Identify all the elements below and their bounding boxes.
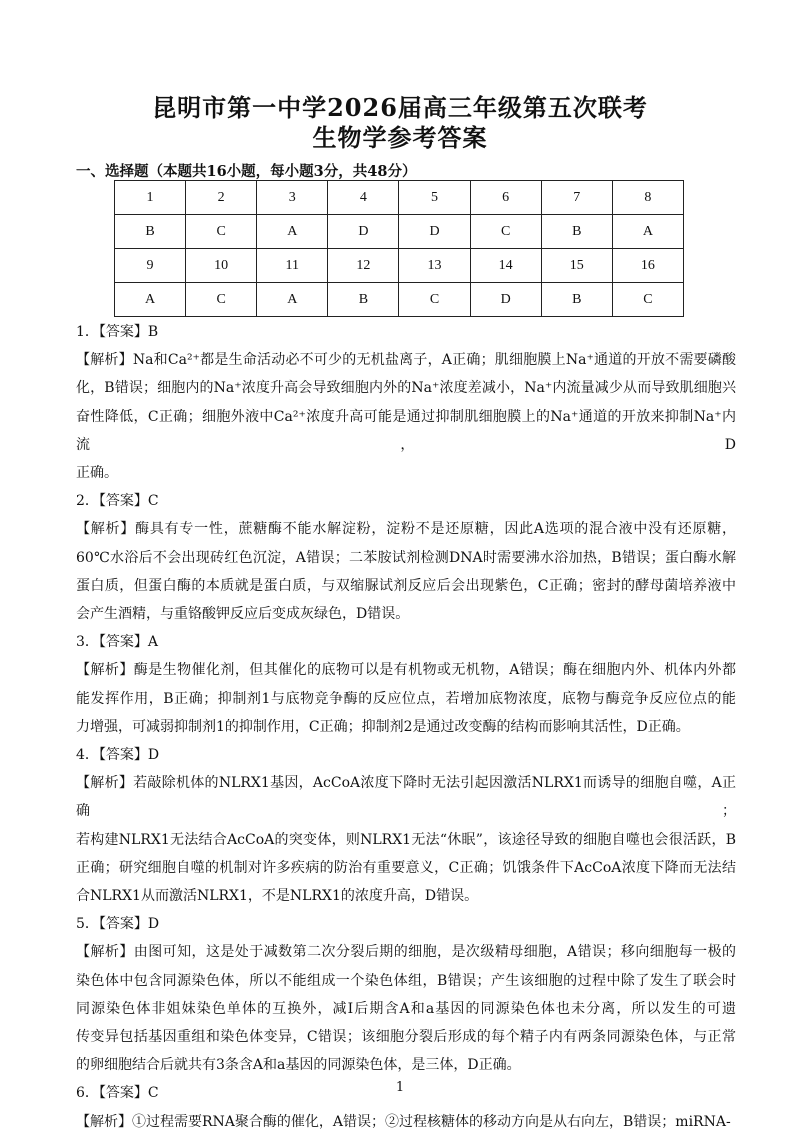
- explanation-line: 【解析】若敲除机体的NLRX1基因，AcCoA浓度下降时无法引起因激活NLRX1而诱导的细胞自噬，A正确；: [76, 775, 736, 820]
- table-cell: 16: [612, 249, 683, 283]
- table-row: [115, 215, 684, 249]
- answer-heading: 6．【答案】C: [76, 1085, 159, 1102]
- table-cell: D: [328, 215, 399, 249]
- explanation-line: 能发挥作用，B正确；抑制剂1与底物竞争酶的反应位点，若增加底物浓度，底物与酶竞争反应位点的能: [76, 690, 736, 707]
- explanation-line: 【解析】①过程需要RNA聚合酶的催化，A错误；②过程核糖体的移动方向是从右向左，B错误；miRNA-: [76, 1113, 731, 1130]
- explanation-line: 蛋白质，但蛋白酶的本质就是蛋白质，与双缩脲试剂反应后会出现紫色，C正确；密封的酵母菌培养液中: [76, 577, 736, 594]
- explanation-line: 【解析】由图可知，这是处于减数第二次分裂后期的细胞，是次级精母细胞，A错误；移向细胞每一极的: [76, 944, 736, 961]
- table-cell: A: [115, 283, 186, 317]
- explanation-line: 60℃水浴后不会出现砖红色沉淀，A错误；二苯胺试剂检测DNA时需要沸水浴加热，B错误；蛋白酶水解: [76, 549, 736, 566]
- table-cell: C: [186, 215, 257, 249]
- table-cell: C: [186, 283, 257, 317]
- answer-heading: 5．【答案】D: [76, 916, 160, 933]
- table-cell: C: [612, 283, 683, 317]
- table-cell: B: [115, 215, 186, 249]
- explanation-line: 正确；研究细胞自噬的机制对许多疾病的防治有重要意义，C正确；饥饿条件下AcCoA浓度下降而无法结: [76, 859, 736, 876]
- table-cell: 12: [328, 249, 399, 283]
- answer-heading: 4．【答案】D: [76, 747, 160, 764]
- table-cell: 8: [612, 181, 683, 215]
- table-cell: 7: [541, 181, 612, 215]
- table-cell: 13: [399, 249, 470, 283]
- explanation-line: 合NLRX1从而激活NLRX1，不是NLRX1的浓度升高，D错误。: [76, 888, 479, 905]
- table-cell: C: [399, 283, 470, 317]
- explanation-line: 传变异包括基因重组和染色体变异，C错误；该细胞分裂后形成的每个精子内有两条同源染色体，与正常: [76, 1029, 736, 1046]
- explanation-line: 【解析】Na和Ca²⁺都是生命活动必不可少的无机盐离子，A正确；肌细胞膜上Na⁺通道的开放不需要磷酸: [76, 352, 736, 369]
- table-cell: C: [470, 215, 541, 249]
- explanation-line: 力增强，可减弱抑制剂1的抑制作用，C正确；抑制剂2是通过改变酶的结构而影响其活性，D正确。: [76, 718, 690, 735]
- table-cell: 11: [257, 249, 328, 283]
- table-cell: 9: [115, 249, 186, 283]
- table-cell: B: [541, 215, 612, 249]
- answer-heading: 2．【答案】C: [76, 493, 159, 510]
- table-cell: 6: [470, 181, 541, 215]
- answer-table: [114, 180, 684, 317]
- page-number: 1: [395, 1080, 405, 1095]
- table-cell: 15: [541, 249, 612, 283]
- table-cell: D: [399, 215, 470, 249]
- table-cell: 5: [399, 181, 470, 215]
- table-cell: A: [612, 215, 683, 249]
- table-cell: 14: [470, 249, 541, 283]
- explanation-line: 正确。: [76, 465, 118, 482]
- answer-heading: 3．【答案】A: [76, 634, 159, 651]
- document-title: 昆明市第一中学2026届高三年级第五次联考: [152, 93, 648, 122]
- table-cell: A: [257, 215, 328, 249]
- explanation-line: 的卵细胞结合后就共有3条含A和a基因的同源染色体，是三体，D正确。: [76, 1057, 521, 1074]
- table-cell: 10: [186, 249, 257, 283]
- table-cell: B: [541, 283, 612, 317]
- answer-heading: 1．【答案】B: [76, 324, 159, 340]
- table-row: [115, 283, 684, 317]
- table-cell: 1: [115, 181, 186, 215]
- table-row: [115, 249, 684, 283]
- document-subtitle: 生物学参考答案: [312, 123, 488, 152]
- table-cell: B: [328, 283, 399, 317]
- table-cell: 2: [186, 181, 257, 215]
- explanation-line: 化，B错误；细胞内的Na⁺浓度升高会导致细胞内外的Na⁺浓度差减小，Na⁺内流量减少从而导致肌细胞兴: [76, 380, 736, 397]
- explanation-line: 若构建NLRX1无法结合AcCoA的突变体，则NLRX1无法“休眠”，该途径导致的细胞自噬也会很活跃，B: [76, 831, 736, 848]
- section-heading: 一、选择题（本题共16小题，每小题3分，共48分）: [76, 163, 417, 180]
- table-cell: 4: [328, 181, 399, 215]
- explanation-line: 同源染色体非姐妹染色单体的互换外，减Ⅰ后期含A和a基因的同源染色体也未分离，所以发生的可遗: [76, 1000, 736, 1017]
- explanation-line: 【解析】酶具有专一性，蔗糖酶不能水解淀粉，淀粉不是还原糖，因此A选项的混合液中没有还原糖，: [76, 521, 736, 538]
- table-cell: A: [257, 283, 328, 317]
- explanation-line: 【解析】酶是生物催化剂，但其催化的底物可以是有机物或无机物，A错误；酶在细胞内外、机体内外都: [76, 662, 736, 679]
- explanation-line: 奋性降低，C正确；细胞外液中Ca²⁺浓度升高可能是通过抑制肌细胞膜上的Na⁺通道的开放来抑制Na⁺内流，D: [76, 408, 736, 453]
- explanation-line: 会产生酒精，与重铬酸钾反应后变成灰绿色，D错误。: [76, 606, 410, 623]
- table-cell: 3: [257, 181, 328, 215]
- explanation-line: 染色体中包含同源染色体，所以不能组成一个染色体组，B错误；产生该细胞的过程中除了发生了联会时: [76, 972, 736, 989]
- explanations: [76, 318, 736, 1136]
- table-cell: D: [470, 283, 541, 317]
- table-row: [115, 181, 684, 215]
